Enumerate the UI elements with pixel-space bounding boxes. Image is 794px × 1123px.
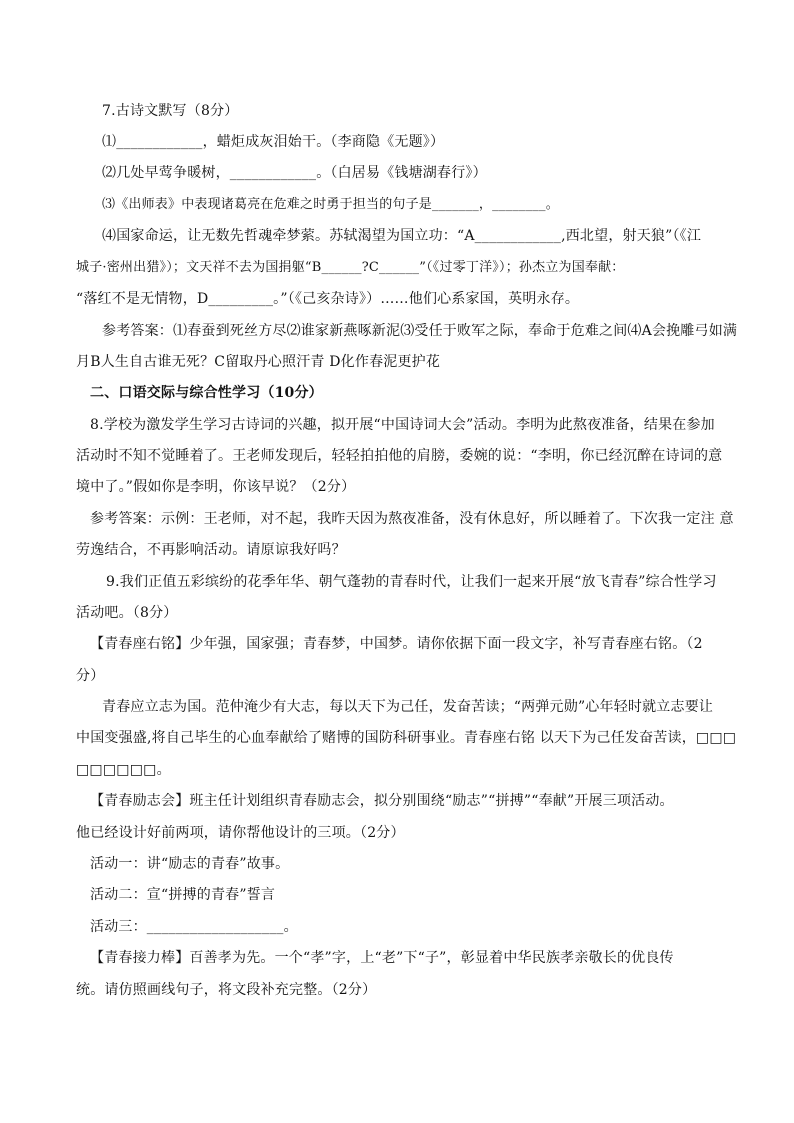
q9-motto-a: 【青春座右铭】少年强，国家强；青春梦，中国梦。请你依据下面一段文字，补写青春座右铭。（2: [90, 636, 703, 652]
q7-line-1: ⑴____________，蜡炬成灰泪始干。（李商隐《无题》）: [102, 134, 445, 150]
q8-line-1: 8.学校为激发学生学习古诗词的兴趣，拟开展“中国诗词大会”活动。李明为此熬夜准备，结果在参加: [90, 417, 715, 433]
q8-line-3: 境中了。”假如你是李明，你该早说？（2分）: [76, 479, 356, 495]
q9-activity-1: 活动一：讲“励志的青春”故事。: [90, 856, 290, 872]
q7-line-3: ⑶《出师表》中表现诸葛亮在危难之时勇于担当的句子是_______，________。: [102, 197, 559, 212]
q7-line-2: ⑵几处早莺争暖树，____________。（白居易《钱塘湖春行》）: [102, 165, 487, 181]
q7-line-4c: “落红不是无情物，D_________。”（《己亥杂诗》）……他们心系家国，英明永存。: [76, 291, 580, 307]
q9-line-2: 活动吧。（8分）: [76, 605, 178, 621]
q8-answer-b: 劳逸结合，不再影响活动。请原谅我好吗？: [76, 542, 346, 558]
q8-answer-a: 参考答案：示例：王老师，对不起，我昨天因为熬夜准备，没有休息好，所以睡着了。下次我一定注 意: [90, 511, 734, 527]
q9-paragraph-a: 青春应立志为国。范仲淹少有大志，每以天下为己任，发奋苦读；“两弹元勋”心年轻时就立志要让: [102, 699, 714, 715]
q9-relay-b: 统。请仿照画线句子，将文段补充完整。（2分）: [76, 982, 377, 998]
q7-answer-a: 参考答案：⑴春蚕到死丝方尽⑵谁家新燕啄新泥⑶受任于败军之际，奉命于危难之间⑷A会挽雕弓如满: [102, 323, 738, 339]
q9-rally-b: 他已经设计好前两项，请你帮他设计的三项。（2分）: [76, 825, 405, 841]
q9-motto-b: 分）: [76, 668, 105, 684]
q7-line-4a: ⑷国家命运，让无数先哲魂牵梦萦。苏轼渴望为国立功：“A____________,西北望，射天狼”（《江: [102, 228, 702, 244]
q9-activity-2: 活动二：宣“拼搏的青春”誓言: [90, 887, 276, 903]
section-2-title: 二、口语交际与综合性学习（10分）: [90, 385, 323, 401]
q7-title: 7.古诗文默写（8分）: [102, 103, 239, 119]
q9-paragraph-c: □□□□□□。: [76, 762, 171, 778]
q9-line-1: 9.我们正值五彩缤纷的花季年华、朝气蓬勃的青春时代，让我们一起来开展“放飞青春”综合性学习: [106, 574, 717, 590]
q7-answer-b: 月B人生自古谁无死？C留取丹心照汗青 D化作春泥更护花: [76, 354, 441, 370]
q9-activity-3: 活动三：___________________。: [90, 919, 298, 935]
q9-paragraph-b: 中国变强盛,将自己毕生的心血奉献给了赌博的国防科研事业。青春座右铭 以天下为己任发奋苦读，□□□: [76, 730, 737, 746]
q7-line-4b: 城子·密州出猎》）；文天祥不去为国捐躯“B______?C______”（《过零丁洋》）；孙杰立为国奉献：: [76, 260, 625, 275]
q9-rally-a: 【青春励志会】班主任计划组织青春励志会，拟分别围绕“励志”“拼搏”“奉献”开展三项活动。: [90, 793, 674, 809]
q8-line-2: 活动时不知不觉睡着了。王老师发现后，轻轻拍拍他的肩膀，委婉的说：“李明，你已经沉醉在诗词的意: [76, 448, 723, 464]
q9-relay-a: 【青春接力棒】百善孝为先。一个“孝”字，上“老”下“子”，彰显着中华民族孝亲敬长的优良传: [90, 950, 674, 966]
